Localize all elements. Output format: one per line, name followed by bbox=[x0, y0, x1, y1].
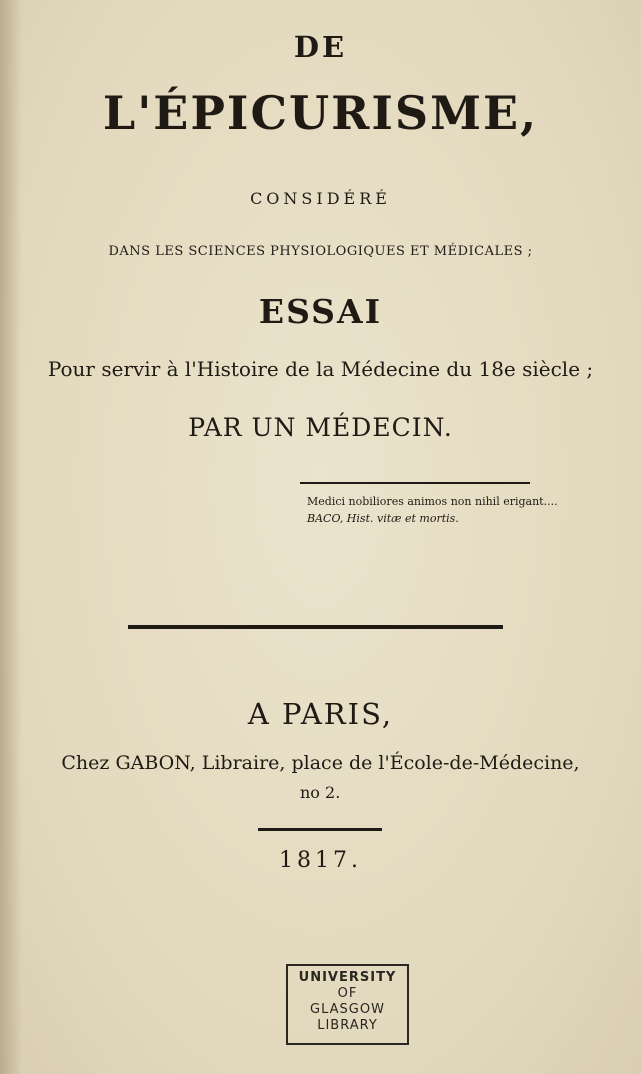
author-line: PAR UN MÉDECIN. bbox=[188, 413, 453, 442]
subtitle-considere: CONSIDÉRÉ bbox=[250, 189, 391, 208]
library-stamp bbox=[286, 964, 409, 1045]
ornamental-rule bbox=[128, 625, 503, 629]
stamp-line-4: LIBRARY bbox=[317, 1018, 378, 1033]
purpose-line: Pour servir à l'Histoire de la Médecine du 18e siècle ; bbox=[47, 357, 594, 381]
imprint-place: A PARIS, bbox=[247, 697, 394, 731]
subtitle-sciences: DANS LES SCIENCES PHYSIOLOGIQUES ET MÉDICALES ; bbox=[108, 244, 533, 259]
epigraph-quote: Medici nobiliores animos non nihil erigant.... bbox=[307, 495, 558, 508]
epigraph-top-rule bbox=[300, 482, 530, 484]
imprint-publisher: Chez GABON, Libraire, place de l'École-de-Médecine, bbox=[61, 752, 580, 774]
imprint-year: 1817. bbox=[279, 848, 362, 873]
epigraph bbox=[307, 493, 558, 527]
title-prefix: DE bbox=[293, 30, 348, 64]
stamp-line-2: OF bbox=[337, 986, 358, 1001]
stamp-line-3: GLASGOW bbox=[310, 1002, 385, 1017]
imprint-rule bbox=[258, 828, 382, 831]
epigraph-source: BACO, Hist. vitæ et mortis. bbox=[307, 512, 459, 525]
essai-heading: ESSAI bbox=[258, 292, 383, 331]
page-edge-shadow bbox=[0, 0, 22, 1074]
imprint-number: no 2. bbox=[300, 783, 341, 802]
main-title: L'ÉPICURISME, bbox=[102, 86, 539, 140]
stamp-line-1: UNIVERSITY bbox=[298, 970, 397, 985]
